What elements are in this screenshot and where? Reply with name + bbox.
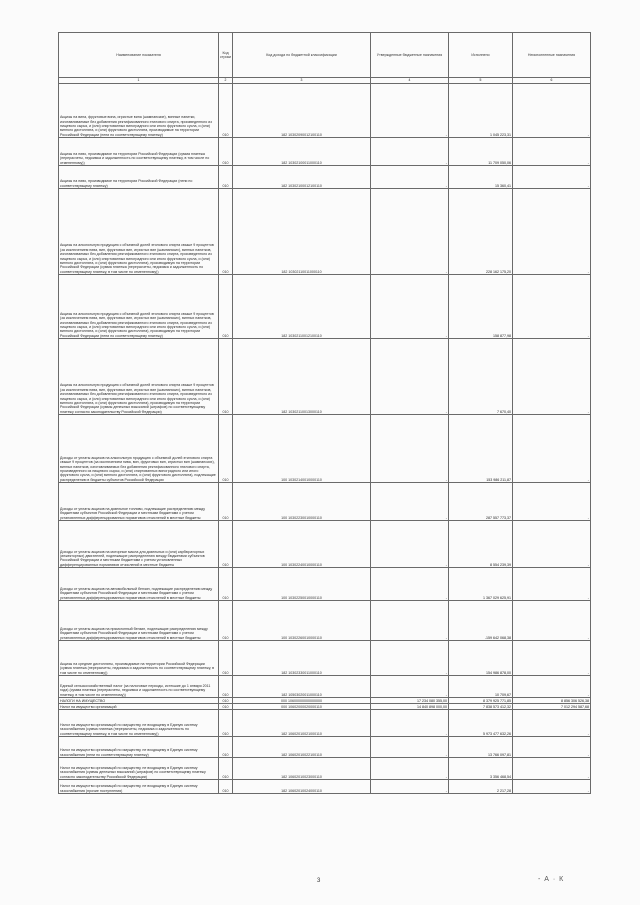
row-approved: - xyxy=(371,641,449,676)
row-code: 010 xyxy=(219,698,233,704)
col-index: 4 xyxy=(371,78,449,84)
row-executed: 287 557 773,37 xyxy=(449,483,513,521)
row-kbk: 100 10302240010000110 xyxy=(233,521,371,568)
row-code: 010 xyxy=(219,339,233,415)
row-approved: - xyxy=(371,758,449,780)
row-code: 010 xyxy=(219,780,233,794)
table-row xyxy=(59,339,591,415)
row-approved: 14 840 898 000,00 xyxy=(371,704,449,710)
row-unexecuted: - xyxy=(513,166,591,189)
table-row xyxy=(59,415,591,483)
row-executed: 154 986 878,00 xyxy=(449,641,513,676)
page-number: 3 xyxy=(317,878,321,884)
col-index: 1 xyxy=(59,78,219,84)
row-code: 010 xyxy=(219,84,233,138)
row-executed: 15 360,41 xyxy=(449,166,513,189)
row-executed: 8 379 925 771,85 xyxy=(449,698,513,704)
table-row xyxy=(59,568,591,601)
row-executed: 7 670,40 xyxy=(449,339,513,415)
row-kbk: 100 10302140010000110 xyxy=(233,415,371,483)
table-row xyxy=(59,166,591,189)
row-name: Единый сельскохозяйственный налог (за налоговые периоды, истекшие до 1 января 2011 года) (сумма платежа (перерасчеты, недоимка и задолженность по соответствующему платежу, в том числе по отмененному)) xyxy=(59,676,219,698)
row-kbk: 182 10602010021000110 xyxy=(233,710,371,737)
row-approved: - xyxy=(371,780,449,794)
header-name: Наименование показателя xyxy=(59,33,219,78)
row-approved: - xyxy=(371,521,449,568)
row-approved: - xyxy=(371,568,449,601)
header-kbk: Код дохода по бюджетной классификации xyxy=(233,33,371,78)
col-index: 3 xyxy=(233,78,371,84)
row-approved: - xyxy=(371,166,449,189)
row-code: 010 xyxy=(219,483,233,521)
row-approved: - xyxy=(371,339,449,415)
row-executed: 7 838 573 412,32 xyxy=(449,704,513,710)
row-kbk: 182 10302090012100110 xyxy=(233,84,371,138)
row-executed: 5 973 477 632,26 xyxy=(449,710,513,737)
row-code: 010 xyxy=(219,601,233,641)
row-unexecuted: - xyxy=(513,521,591,568)
row-kbk: 182 10302100011000110 xyxy=(233,138,371,166)
row-executed: 13 766 097,81 xyxy=(449,737,513,758)
row-name: Налог на имущество организаций по имуществу, не входящему в Единую систему газоснабжения (сумма платежа (перерасчеты, недоимка и задолженность по соответствующему платежу, в том числе по отмененному)) xyxy=(59,710,219,737)
row-code: 010 xyxy=(219,415,233,483)
row-code: 010 xyxy=(219,641,233,676)
row-executed: 11 709 050,06 xyxy=(449,138,513,166)
row-code: 010 xyxy=(219,704,233,710)
row-approved: - xyxy=(371,84,449,138)
row-approved: - xyxy=(371,138,449,166)
row-executed: 1 367 029 625,91 xyxy=(449,568,513,601)
row-unexecuted: - xyxy=(513,737,591,758)
row-approved: 17 234 080 355,00 xyxy=(371,698,449,704)
header-unexecuted: Неисполненные назначения xyxy=(513,33,591,78)
row-kbk: 182 10602010024000110 xyxy=(233,780,371,794)
header-code: Код строки xyxy=(219,33,233,78)
row-name: Акцизы на вина, фруктовые вина, игристые вина (шампанские), винные напитки, изготавливаемые без добавления ректификованного этилового спирта, произведенного из пищевого сырья, и (или) спиртованных виноградного или иного фруктового сусла, и (или) винного дистиллята, и (или) фруктового дистиллята, производимые на территории Российской Федерации (пени по соответствующему платежу) xyxy=(59,84,219,138)
header-executed: Исполнено xyxy=(449,33,513,78)
row-executed: 228 162 175,20 xyxy=(449,189,513,275)
row-name: Доходы от уплаты акцизов на автомобильный бензин, подлежащие распределению между бюджетами субъектов Российской Федерации и местными бюджетами с учетом установленных дифференцированных нормативов отчислений в местные бюджеты xyxy=(59,568,219,601)
row-approved: - xyxy=(371,415,449,483)
row-approved: - xyxy=(371,601,449,641)
footer-mark: - А · К xyxy=(538,876,565,883)
row-unexecuted: - xyxy=(513,780,591,794)
row-approved: - xyxy=(371,737,449,758)
table-row xyxy=(59,641,591,676)
row-name: Акцизы на алкогольную продукцию с объемной долей этилового спирта свыше 9 процентов (за исключением пива, вин, фруктовых вин, игристых вин (шампанских), винных напитков, изготавливаемых без добавления ректификованного этилового спирта, произведенного из пищевого сырья, и (или) спиртованных виноградного или иного фруктового сусла, и (или) винного дистиллята, и (или) фруктового дистиллята), производимую на территории Российской Федерации (сумма платежа (перерасчеты, недоимка и задолженность по соответствующему платежу, в том числе по отмененному)) xyxy=(59,189,219,275)
row-approved: - xyxy=(371,676,449,698)
row-name: Налог на имущество организаций xyxy=(59,704,219,710)
col-index: 5 xyxy=(449,78,513,84)
revenue-table xyxy=(58,32,591,794)
row-unexecuted: - xyxy=(513,676,591,698)
row-code: 010 xyxy=(219,189,233,275)
row-name: Акцизы на алкогольную продукцию с объемной долей этилового спирта свыше 9 процентов (за исключением пива, вин, фруктовых вин, игристых вин (шампанских), винных напитков, изготавливаемых без добавления ректификованного этилового спирта, произведенного из пищевого сырья, и (или) спиртованных виноградного или иного фруктового сусла, и (или) винного дистиллята, и (или) фруктового дистиллята), производимую на территории Российской Федерации (суммы денежных взысканий (штрафов) по соответствующему платежу согласно законодательству Российской Федерации) xyxy=(59,339,219,415)
row-code: 010 xyxy=(219,568,233,601)
row-unexecuted: - xyxy=(513,415,591,483)
row-unexecuted: - xyxy=(513,189,591,275)
table-row xyxy=(59,189,591,275)
row-unexecuted: - xyxy=(513,758,591,780)
row-executed: 153 986 211,87 xyxy=(449,415,513,483)
row-code: 010 xyxy=(219,710,233,737)
row-executed: 3 356 468,54 xyxy=(449,758,513,780)
col-index: 6 xyxy=(513,78,591,84)
row-unexecuted: - xyxy=(513,84,591,138)
col-index: 2 xyxy=(219,78,233,84)
row-executed: 1 045 223,31 xyxy=(449,84,513,138)
row-unexecuted: - xyxy=(513,568,591,601)
table-row xyxy=(59,710,591,737)
table-header-row xyxy=(59,33,591,78)
row-name: Акцизы на алкогольную продукцию с объемной долей этилового спирта свыше 9 процентов (за исключением пива, вин, фруктовых вин, игристых вин (шампанских), винных напитков, изготавливаемых без добавления ректификованного этилового спирта, произведенного из пищевого сырья, и (или) спиртованных виноградного или иного фруктового сусла, и (или) винного дистиллята, и (или) фруктового дистиллята), производимую на территории Российской Федерации (пени по соответствующему платежу) xyxy=(59,275,219,339)
row-name: Доходы от уплаты акцизов на моторные масла для дизельных и (или) карбюраторных (инжекторных) двигателей, подлежащие распределению между бюджетами субъектов Российской Федерации и местными бюджетами с учетом установленных дифференцированных нормативов отчислений в местные бюджеты xyxy=(59,521,219,568)
row-kbk: 182 10302100012100110 xyxy=(233,166,371,189)
row-name: Доходы от уплаты акцизов на дизельное топливо, подлежащие распределению между бюджетами субъектов Российской Федерации и местными бюджетами с учетом установленных дифференцированных нормативов отчислений в местные бюджеты xyxy=(59,483,219,521)
row-executed: 158 877,98 xyxy=(449,275,513,339)
row-unexecuted: - xyxy=(513,339,591,415)
row-unexecuted: - xyxy=(513,483,591,521)
row-kbk: 182 10302110013000110 xyxy=(233,339,371,415)
row-kbk: 100 10302260010000110 xyxy=(233,601,371,641)
table-row xyxy=(59,780,591,794)
row-name: Доходы от уплаты акцизов на прямогонный бензин, подлежащие распределению между бюджетами субъектов Российской Федерации и местными бюджетами с учетом установленных дифференцированных нормативов отчислений в местные бюджеты xyxy=(59,601,219,641)
row-code: 010 xyxy=(219,676,233,698)
row-kbk: 100 10302250010000110 xyxy=(233,568,371,601)
row-code: 010 xyxy=(219,138,233,166)
row-approved: - xyxy=(371,483,449,521)
table-row xyxy=(59,483,591,521)
row-unexecuted: - xyxy=(513,601,591,641)
row-code: 010 xyxy=(219,521,233,568)
row-name: Акцизы на пиво, производимое на территории Российской Федерации (пени по соответствующему платежу) xyxy=(59,166,219,189)
row-unexecuted: - xyxy=(513,138,591,166)
table-row xyxy=(59,521,591,568)
row-code: 010 xyxy=(219,737,233,758)
table-row xyxy=(59,737,591,758)
row-executed: 2 217,28 xyxy=(449,780,513,794)
row-kbk: 100 10302230010000110 xyxy=(233,483,371,521)
row-unexecuted: - xyxy=(513,710,591,737)
header-approved: Утвержденные бюджетные назначения xyxy=(371,33,449,78)
row-approved: - xyxy=(371,710,449,737)
row-unexecuted: - xyxy=(513,275,591,339)
row-unexecuted: 7 012 294 587,68 xyxy=(513,704,591,710)
table-body xyxy=(59,84,591,794)
row-kbk: 182 10503020011000110 xyxy=(233,676,371,698)
row-kbk: 182 10302110012100110 xyxy=(233,275,371,339)
table-row xyxy=(59,758,591,780)
row-kbk: 182 10302330011000110 xyxy=(233,641,371,676)
row-name: Акцизы на средние дистилляты, производимые на территории Российской Федерации (сумма платежа (перерасчеты, недоимка и задолженность по соответствующему платежу, в том числе по отмененному)) xyxy=(59,641,219,676)
row-approved: - xyxy=(371,189,449,275)
row-code: 010 xyxy=(219,758,233,780)
row-name: НАЛОГИ НА ИМУЩЕСТВО xyxy=(59,698,219,704)
row-name: Налог на имущество организаций по имуществу, не входящему в Единую систему газоснабжения (прочие поступления) xyxy=(59,780,219,794)
row-code: 010 xyxy=(219,275,233,339)
row-unexecuted: - xyxy=(513,641,591,676)
row-name: Акцизы на пиво, производимое на территории Российской Федерации (сумма платежа (перерасчеты, недоимка и задолженность по соответствующему платежу, в том числе по отмененному)) xyxy=(59,138,219,166)
row-kbk: 182 10602010023000110 xyxy=(233,758,371,780)
table-row xyxy=(59,676,591,698)
row-kbk: 000 10602000020000110 xyxy=(233,704,371,710)
row-code: 010 xyxy=(219,166,233,189)
row-kbk: 182 10602010022100110 xyxy=(233,737,371,758)
row-executed: 10 709,67 xyxy=(449,676,513,698)
row-name: Налог на имущество организаций по имуществу, не входящему в Единую систему газоснабжения (пени по соответствующему платежу) xyxy=(59,737,219,758)
row-executed: 8 554 239,39 xyxy=(449,521,513,568)
row-executed: -159 642 068,38 xyxy=(449,601,513,641)
row-kbk: 182 10302110011000110 xyxy=(233,189,371,275)
row-unexecuted: 8 856 306 526,38 xyxy=(513,698,591,704)
row-name: Доходы от уплаты акцизов на алкогольную продукцию с объемной долей этилового спирта свыше 9 процентов (за исключением пива, вин, фруктовых вин, игристых вин (шампанских), винных напитков, изготавливаемых без добавления ректификованного этилового спирта, произведенного из пищевого сырья, и (или) спиртованных виноградного или иного фруктового сусла, и (или) винного дистиллята, и (или) фруктового дистиллята), подлежащие распределению в бюджеты субъектов Российской Федерации xyxy=(59,415,219,483)
table-row xyxy=(59,275,591,339)
table-row xyxy=(59,84,591,138)
row-approved: - xyxy=(371,275,449,339)
table-row xyxy=(59,601,591,641)
table-row xyxy=(59,138,591,166)
row-name: Налог на имущество организаций по имуществу, не входящему в Единую систему газоснабжения (суммы денежных взысканий (штрафов) по соответствующему платежу согласно законодательству Российской Федерации) xyxy=(59,758,219,780)
row-kbk: 000 10600000000000000 xyxy=(233,698,371,704)
